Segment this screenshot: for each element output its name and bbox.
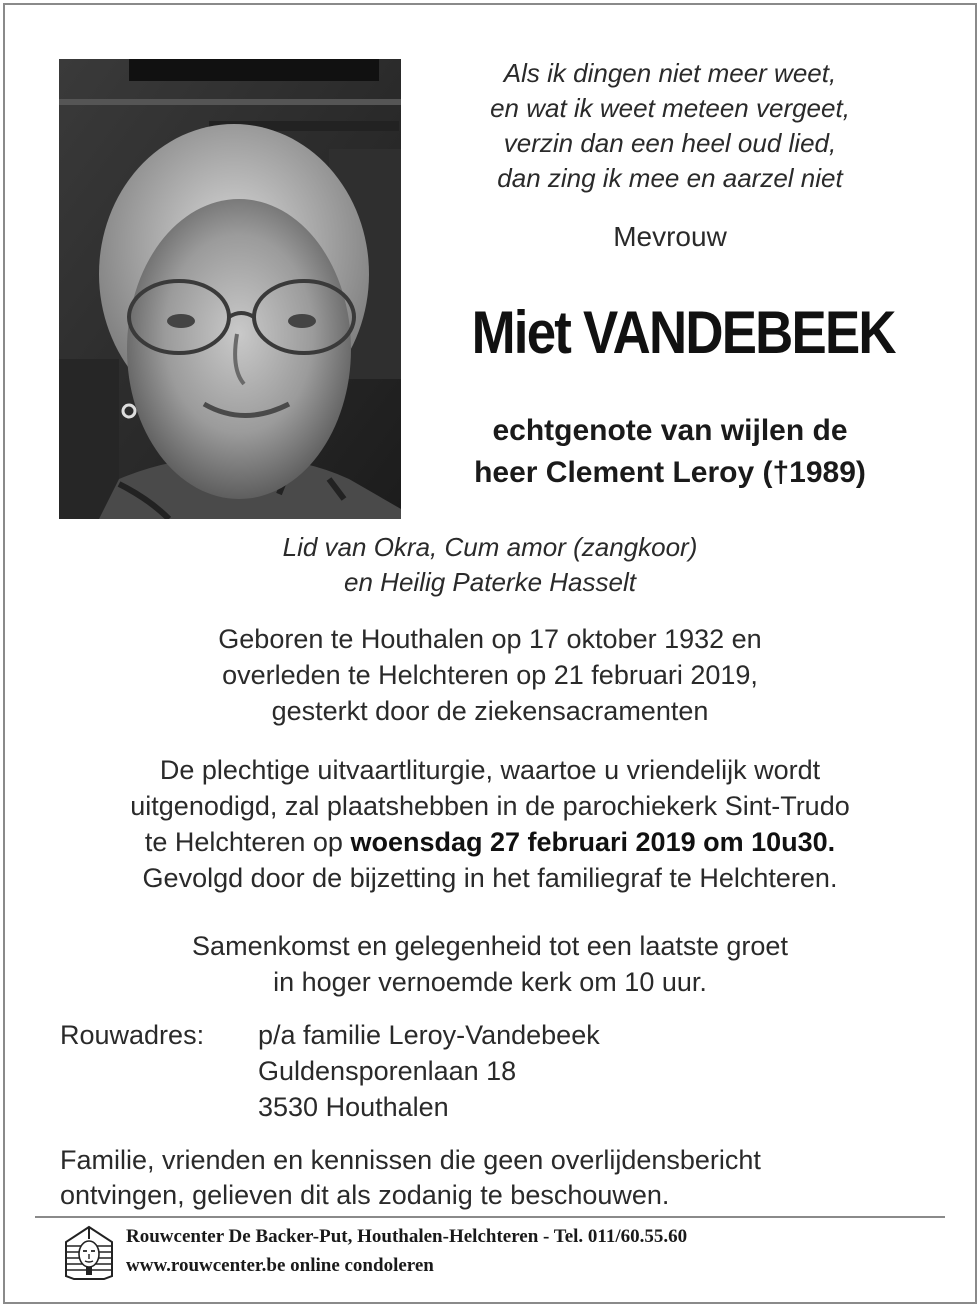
footer-divider — [35, 1216, 945, 1218]
address-label: Rouwadres: — [60, 1020, 205, 1050]
birth-death-line: Geboren te Houthalen op 17 oktober 1932 en — [218, 624, 762, 654]
pharaoh-logo-icon — [60, 1224, 118, 1282]
portrait-photo — [59, 59, 401, 519]
poem-line: dan zing ik mee en aarzel niet — [497, 163, 843, 193]
family-note — [60, 1143, 940, 1213]
funeral-home-footer — [126, 1222, 687, 1280]
gathering-line: in hoger vernoemde kerk om 10 uur. — [273, 967, 707, 997]
birth-death-line: overleden te Helchteren op 21 februari 2019, — [222, 660, 758, 690]
membership-line: en Heilig Paterke Hasselt — [344, 567, 636, 597]
spouse-info — [420, 410, 920, 494]
funeral-info — [20, 752, 960, 896]
spouse-line: heer Clement Leroy (†1989) — [474, 456, 866, 489]
address-line: 3530 Houthalen — [258, 1092, 449, 1122]
funeral-line-prefix: te Helchteren op — [144, 827, 351, 857]
funeral-line: De plechtige uitvaartliturgie, waartoe u vriendelijk wordt — [159, 755, 821, 785]
gathering-line: Samenkomst en gelegenheid tot een laatste groet — [192, 931, 788, 961]
membership-info — [40, 530, 940, 600]
address-lines — [258, 1017, 600, 1125]
spouse-line: echtgenote van wijlen de — [492, 414, 848, 447]
footer-website: www.rouwcenter.be online condoleren — [126, 1255, 434, 1276]
funeral-line: uitgenodigd, zal plaatshebben in de parochiekerk Sint-Trudo — [130, 791, 850, 821]
birth-death-line: gesterkt door de ziekensacramenten — [271, 696, 709, 726]
portrait-image — [59, 59, 401, 519]
poem-line: verzin dan een heel oud lied, — [503, 128, 837, 158]
deceased-name: Miet VANDEBEEK — [471, 299, 895, 366]
funeral-line: Gevolgd door de bijzetting in het familiegraf te Helchteren. — [142, 863, 838, 893]
birth-death-info — [40, 621, 940, 729]
address-line: p/a familie Leroy-Vandebeek — [258, 1020, 600, 1050]
membership-line: Lid van Okra, Cum amor (zangkoor) — [282, 532, 698, 562]
poem-line: en wat ik weet meteen vergeet, — [490, 93, 850, 123]
family-note-line: Familie, vrienden en kennissen die geen overlijdensbericht — [60, 1145, 761, 1175]
funeral-line — [20, 824, 960, 860]
poem-line: Als ik dingen niet meer weet, — [503, 58, 837, 88]
salutation: Mevrouw — [613, 221, 727, 252]
gathering-info — [40, 928, 940, 1000]
funeral-date-time: woensdag 27 februari 2019 om 10u30. — [350, 827, 836, 857]
address-line: Guldensporenlaan 18 — [258, 1056, 517, 1086]
family-note-line: ontvingen, gelieven dit als zodanig te beschouwen. — [60, 1180, 670, 1210]
poem — [420, 56, 920, 196]
footer-contact: Rouwcenter De Backer-Put, Houthalen-Helchteren - Tel. 011/60.55.60 — [126, 1226, 688, 1247]
